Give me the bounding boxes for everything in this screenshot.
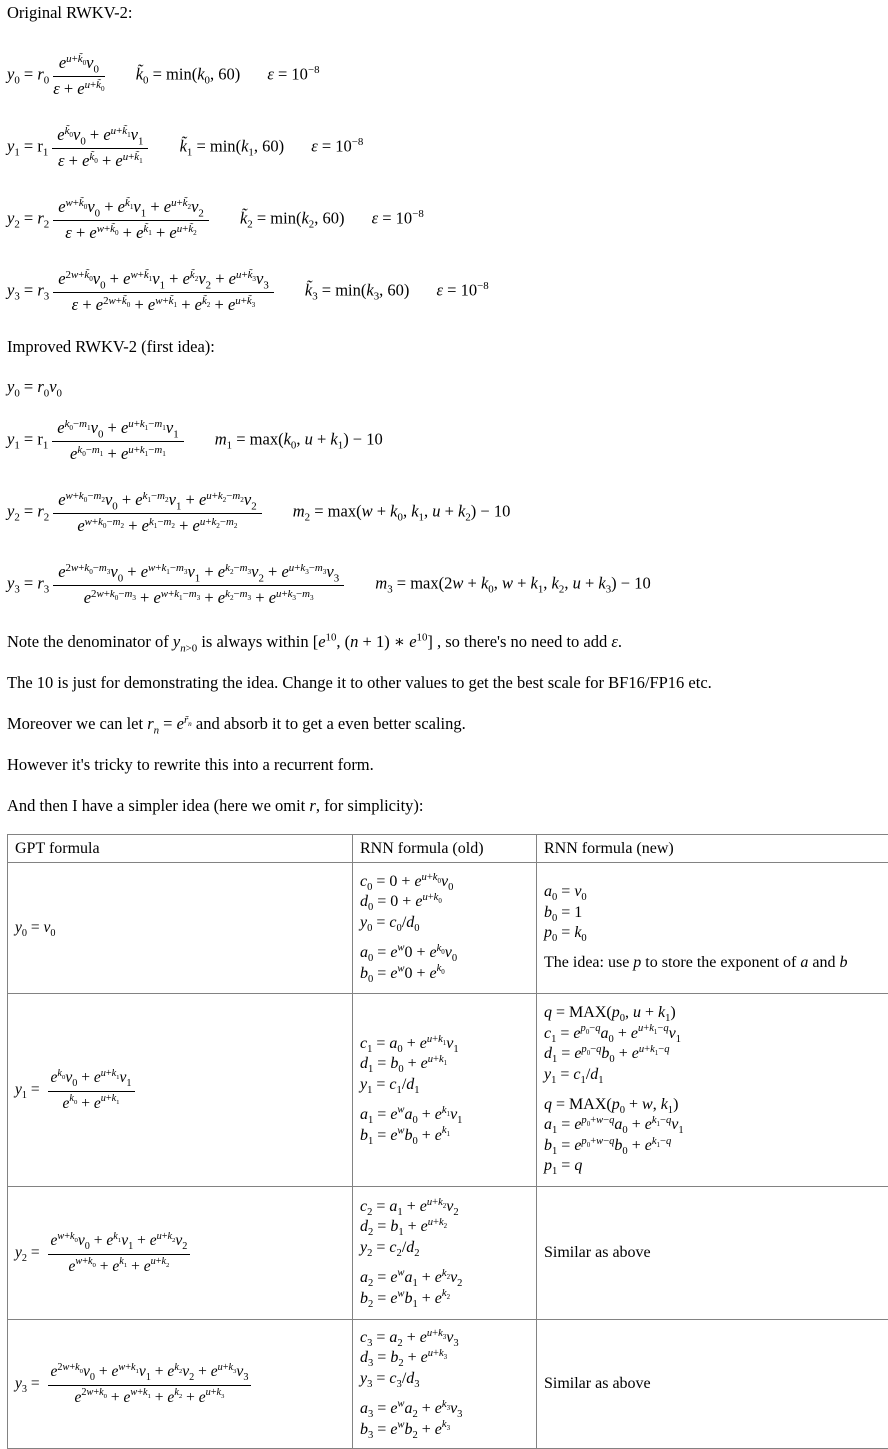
formula-line: $d_0 = 0 + e^{u+k_0}$ — [360, 892, 532, 912]
blank-line — [360, 1095, 532, 1105]
inline-math: ε — [611, 632, 618, 651]
formula-line: Similar as above — [544, 1374, 888, 1394]
formula-line: $c_2 = a_1 + e^{u+k_2}v_2$ — [360, 1197, 532, 1217]
formula-line: $c_1 = a_0 + e^{u+k_1}v_1$ — [360, 1034, 532, 1054]
cell-gpt-formula — [8, 1187, 353, 1320]
table-row — [8, 994, 888, 1187]
table-row — [8, 1320, 888, 1449]
inline-math: $r_n = e^{r̃_n}$ — [147, 714, 192, 733]
math-formula: $y_2 = r_2$ $\frac{e^{w+k̃_0}v_0 + e^{k̃_1}v_1 + e^{u+k̃_2}v_2}{\varepsilon + e^{w+k̃_0} + e^{k̃_1} + e^{u+k̃_2}}$ $k̃_2 = \min(k_2$, 60) $\varepsilon = 10^{-8}$ — [7, 191, 888, 248]
formula-line: $a_2 = e^wa_1 + e^{k_2}v_2$ — [360, 1268, 532, 1288]
table-row — [8, 1187, 888, 1320]
formula-line: $c_1 = e^{p_0-q}a_0 + e^{u+k_1-q}v_1$ — [544, 1024, 888, 1044]
formula-line: $d_2 = b_1 + e^{u+k_2}$ — [360, 1217, 532, 1237]
formula-line: $b_1 = e^wb_0 + e^{k_1}$ — [360, 1126, 532, 1146]
math-formula: $y_3 = r_3$ $\frac{e^{2w+k̃_0}v_0 + e^{w+k̃_1}v_1 + e^{k̃_2}v_2 + e^{u+k̃_3}v_3}{\varepsilon + e^{2w+k̃_0} + e^{w+k̃_1} + e^{k̃_2} + e^{u+k̃_3}}$ $k̃_3 = \min(k_3$, 60) $\varepsilon = 10^{-8}$ — [7, 263, 888, 320]
formula-line: Similar as above — [544, 1243, 888, 1263]
cell-rnn-formula-old — [353, 863, 537, 994]
blank-line — [544, 1085, 888, 1095]
cell-rnn-formula-new — [537, 1320, 888, 1449]
blank-line — [360, 1389, 532, 1399]
original-formula-list — [7, 47, 888, 320]
inline-math: [$e^{10}$, (n + 1) ∗ $e^{10}$] — [313, 632, 433, 651]
formula-line: $y_3$ = $\frac{e^{2w+k_0}v_0 + e^{w+k_1}v_1 + e^{k_2}v_2 + e^{u+k_3}v_3}{e^{2w+k_0} + e^{w+k_1} + e^{k_2} + e^{u+k_3}}$ — [15, 1361, 348, 1408]
formula-line: $d_3 = b_2 + e^{u+k_3}$ — [360, 1348, 532, 1368]
paragraph: And then I have a simpler idea (here we omit r, for simplicity): — [7, 796, 888, 816]
formula-line: $q = MAX(p_0 + w$, $k_1$) — [544, 1095, 888, 1115]
formula-line: $b_0 = 1$ — [544, 903, 888, 923]
formula-line: $y_0 = c_0/d_0$ — [360, 913, 532, 933]
formula-line: $a_1 = e^{p_0+w-q}a_0 + e^{k_1-q}v_1$ — [544, 1115, 888, 1135]
inline-math: $y_{n>0}$ — [173, 632, 197, 651]
formula-line: $y_2 = c_2/d_2$ — [360, 1238, 532, 1258]
formula-line: $p_1 = q$ — [544, 1156, 888, 1176]
cell-rnn-formula-new — [537, 994, 888, 1187]
formula-line: $d_1 = e^{p_0-q}b_0 + e^{u+k_1-q}$ — [544, 1044, 888, 1064]
formula-comparison-table — [7, 834, 888, 1449]
inline-math: r — [309, 796, 315, 815]
formula-line: $a_3 = e^wa_2 + e^{k_3}v_3$ — [360, 1399, 532, 1419]
notes-paragraphs — [7, 632, 888, 816]
column-header-rnn-formula-new: RNN formula (new) — [537, 835, 888, 863]
formula-line: $c_0 = 0 + e^{u+k_0}v_0$ — [360, 872, 532, 892]
section-heading-improved: Improved RWKV-2 (first idea): — [7, 337, 888, 357]
formula-line: $q = MAX(p_0$, $u + k_1$) — [544, 1003, 888, 1023]
inline-math: b — [839, 954, 847, 971]
formula-line: $b_3 = e^wb_2 + e^{k_3}$ — [360, 1420, 532, 1440]
blank-line — [360, 1258, 532, 1268]
formula-line: $y_1 = c_1/d_1$ — [544, 1065, 888, 1085]
column-header-rnn-formula-old: RNN formula (old) — [353, 835, 537, 863]
cell-gpt-formula — [8, 863, 353, 994]
formula-line: $y_3 = c_3/d_3$ — [360, 1369, 532, 1389]
cell-gpt-formula — [8, 994, 353, 1187]
paragraph: Note the denominator of $y_{n>0}$ is always within [$e^{10}$, (n + 1) ∗ $e^{10}$] , so there's no need to add ε. — [7, 632, 888, 652]
formula-line: $b_1 = e^{p_0+w-q}b_0 + e^{k_1-q}$ — [544, 1136, 888, 1156]
cell-rnn-formula-old — [353, 1320, 537, 1449]
inline-math: p — [633, 954, 641, 971]
table-header-row — [8, 835, 888, 863]
formula-line: The idea: use p to store the exponent of a and b — [544, 953, 888, 973]
formula-line: $a_0 = v_0$ — [544, 882, 888, 902]
blank-line — [360, 933, 532, 943]
math-formula: $y_0 = r_0v_0$ — [7, 377, 888, 397]
formula-line: $d_1 = b_0 + e^{u+k_1}$ — [360, 1054, 532, 1074]
formula-line: $b_0 = e^w0 + e^{k_0}$ — [360, 964, 532, 984]
math-formula: $y_0 = r_0$ $\frac{e^{u+k̃_0}v_0}{\varepsilon + e^{u+k̃_0}}$ $k̃_0 = \min(k_0$, 60) $\varepsilon = 10^{-8}$ — [7, 47, 888, 104]
cell-rnn-formula-new — [537, 863, 888, 994]
math-formula: $y_3 = r_3$ $\frac{e^{2w+k_0-m_3}v_0 + e^{w+k_1-m_3}v_1 + e^{k_2-m_3}v_2 + e^{u+k_3-m_3}v_3}{e^{2w+k_0-m_3} + e^{w+k_1-m_3} + e^{k_2-m_3} + e^{u+k_3-m_3}}$ $m_3 = \max(2w + k_0$, $w + k_1$, $k_2$, $u + k_3) - 10$ — [7, 556, 888, 613]
formula-line: $c_3 = a_2 + e^{u+k_3}v_3$ — [360, 1328, 532, 1348]
formula-line: $y_0 = v_0$ — [15, 918, 348, 938]
section-heading-original: Original RWKV-2: — [7, 3, 888, 23]
column-header-gpt-formula: GPT formula — [8, 835, 353, 863]
math-formula: $y_1 = r_1$ $\frac{e^{k_0-m_1}v_0 + e^{u+k_1-m_1}v_1}{e^{k_0-m_1} + e^{u+k_1-m_1}}$ $m_1 = \max(k_0$, $u + k_1) - 10$ — [7, 412, 888, 469]
math-formula: $y_2 = r_2$ $\frac{e^{w+k_0-m_2}v_0 + e^{k_1-m_2}v_1 + e^{u+k_2-m_2}v_2}{e^{w+k_0-m_2} + e^{k_1-m_2} + e^{u+k_2-m_2}}$ $m_2 = \max(w + k_0$, $k_1$, $u + k_2) - 10$ — [7, 484, 888, 541]
formula-line: $a_1 = e^wa_0 + e^{k_1}v_1$ — [360, 1105, 532, 1125]
formula-line: $y_2$ = $\frac{e^{w+k_0}v_0 + e^{k_1}v_1 + e^{u+k_2}v_2}{e^{w+k_0} + e^{k_1} + e^{u+k_2}}$ — [15, 1230, 348, 1277]
formula-line: $y_1 = c_1/d_1$ — [360, 1075, 532, 1095]
cell-rnn-formula-new — [537, 1187, 888, 1320]
paragraph: The 10 is just for demonstrating the idea. Change it to other values to get the best scale for BF16/FP16 etc. — [7, 673, 888, 693]
formula-line: $p_0 = k_0$ — [544, 923, 888, 943]
paragraph: Moreover we can let $r_n = e^{r̃_n}$ and absorb it to get a even better scaling. — [7, 714, 888, 734]
paragraph: However it's tricky to rewrite this into a recurrent form. — [7, 755, 888, 775]
inline-math: a — [800, 954, 808, 971]
cell-rnn-formula-old — [353, 994, 537, 1187]
formula-line: $a_0 = e^w0 + e^{k_0}v_0$ — [360, 943, 532, 963]
formula-line: $y_1$ = $\frac{e^{k_0}v_0 + e^{u+k_1}v_1}{e^{k_0} + e^{u+k_1}}$ — [15, 1067, 348, 1114]
improved-formula-list — [7, 377, 888, 613]
math-formula: $y_1 = r_1$ $\frac{e^{k̃_0}v_0 + e^{u+k̃_1}v_1}{\varepsilon + e^{k̃_0} + e^{u+k̃_1}}$ $k̃_1 = \min(k_1$, 60) $\varepsilon = 10^{-8}$ — [7, 119, 888, 176]
table-row — [8, 863, 888, 994]
blank-line — [544, 943, 888, 953]
cell-gpt-formula — [8, 1320, 353, 1449]
cell-rnn-formula-old — [353, 1187, 537, 1320]
formula-line: $b_2 = e^wb_1 + e^{k_2}$ — [360, 1289, 532, 1309]
